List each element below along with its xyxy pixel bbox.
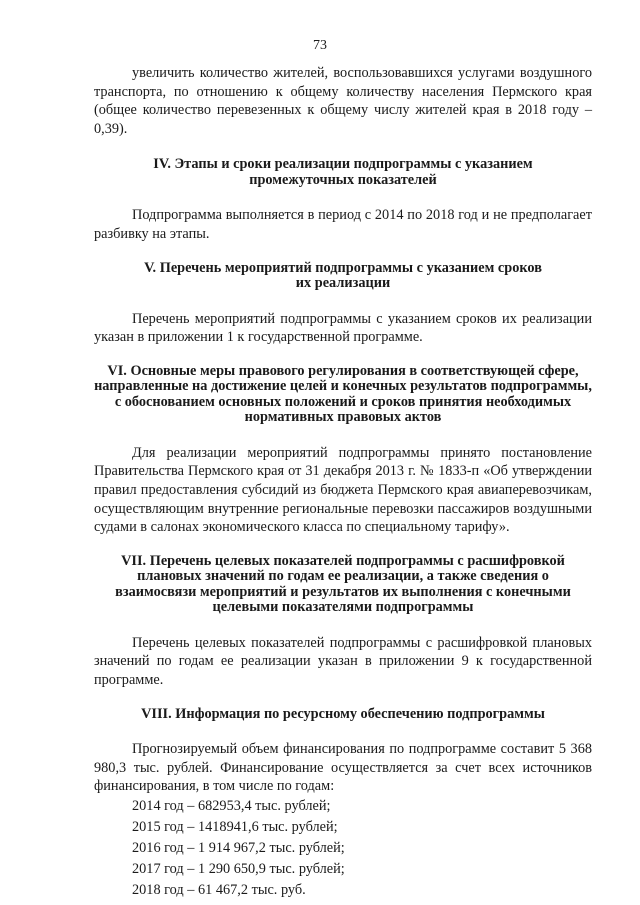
page-content — [94, 64, 592, 901]
section-5-text: Перечень мероприятий подпрограммы с указанием сроков их реализации указан в приложении 1 к государственной программе. — [94, 310, 592, 346]
section-6-heading: VI. Основные меры правового регулирования в соответствующей сфере, направленные на достижение целей и конечных результатов подпрограммы, с обоснованием основных положений и сроков принятия необходимых нормативных правовых актов — [94, 362, 592, 426]
financing-year-2016: 2016 год – 1 914 967,2 тыс. рублей; — [132, 839, 345, 856]
section-4-heading: IV. Этапы и сроки реализации подпрограммы с указанием промежуточных показателей — [153, 156, 533, 188]
financing-year-2015: 2015 год – 1418941,6 тыс. рублей; — [132, 818, 338, 835]
financing-year-2014: 2014 год – 682953,4 тыс. рублей; — [132, 797, 331, 814]
financing-by-year-list — [94, 796, 592, 901]
section-8-heading: VIII. Информация по ресурсному обеспечению подпрограммы — [141, 705, 545, 722]
financing-year-2017: 2017 год – 1 290 650,9 тыс. рублей; — [132, 860, 345, 877]
section-7-heading: VII. Перечень целевых показателей подпрограммы с расшифровкой плановых значений по годам ее реализации, а также сведения о взаимосвязи мероприятий и результатов их выполнения с конечными целевыми показателями подпрограммы — [115, 552, 571, 616]
section-5-heading: V. Перечень мероприятий подпрограммы с указанием сроков их реализации — [144, 259, 542, 292]
section-7-text: Перечень целевых показателей подпрограммы с расшифровкой плановых значений по годам ее реализации указан в приложении 9 к государственной программе. — [94, 634, 592, 688]
section-6-text: Для реализации мероприятий подпрограммы принято постановление Правительства Пермского края от 31 декабря 2013 г. № 1833-п «Об утверждении правил предоставления субсидий из бюджета Пермского края авиаперевозчикам, осуществляющим внутренние региональные перевозки пассажиров воздушными судами в салонах экономического класса по специальному тарифу». — [94, 444, 592, 536]
page-number: 73 — [313, 38, 327, 53]
section-8-text: Прогнозируемый объем финансирования по подпрограмме составит 5 368 980,3 тыс. рублей. Финансирование осуществляется за счет всех источников финансирования, в том числе по годам: — [94, 741, 592, 795]
financing-year-2018: 2018 год – 61 467,2 тыс. руб. — [132, 881, 306, 898]
intro-paragraph: увеличить количество жителей, воспользовавшихся услугами воздушного транспорта, по отношению к общему количеству населения Пермского края (общее количество перевезенных к общему числу жителей края в 2018 году – 0,39). — [94, 65, 592, 137]
section-4-text: Подпрограмма выполняется в период с 2014 по 2018 год и не предполагает разбивку на этапы. — [94, 207, 592, 242]
